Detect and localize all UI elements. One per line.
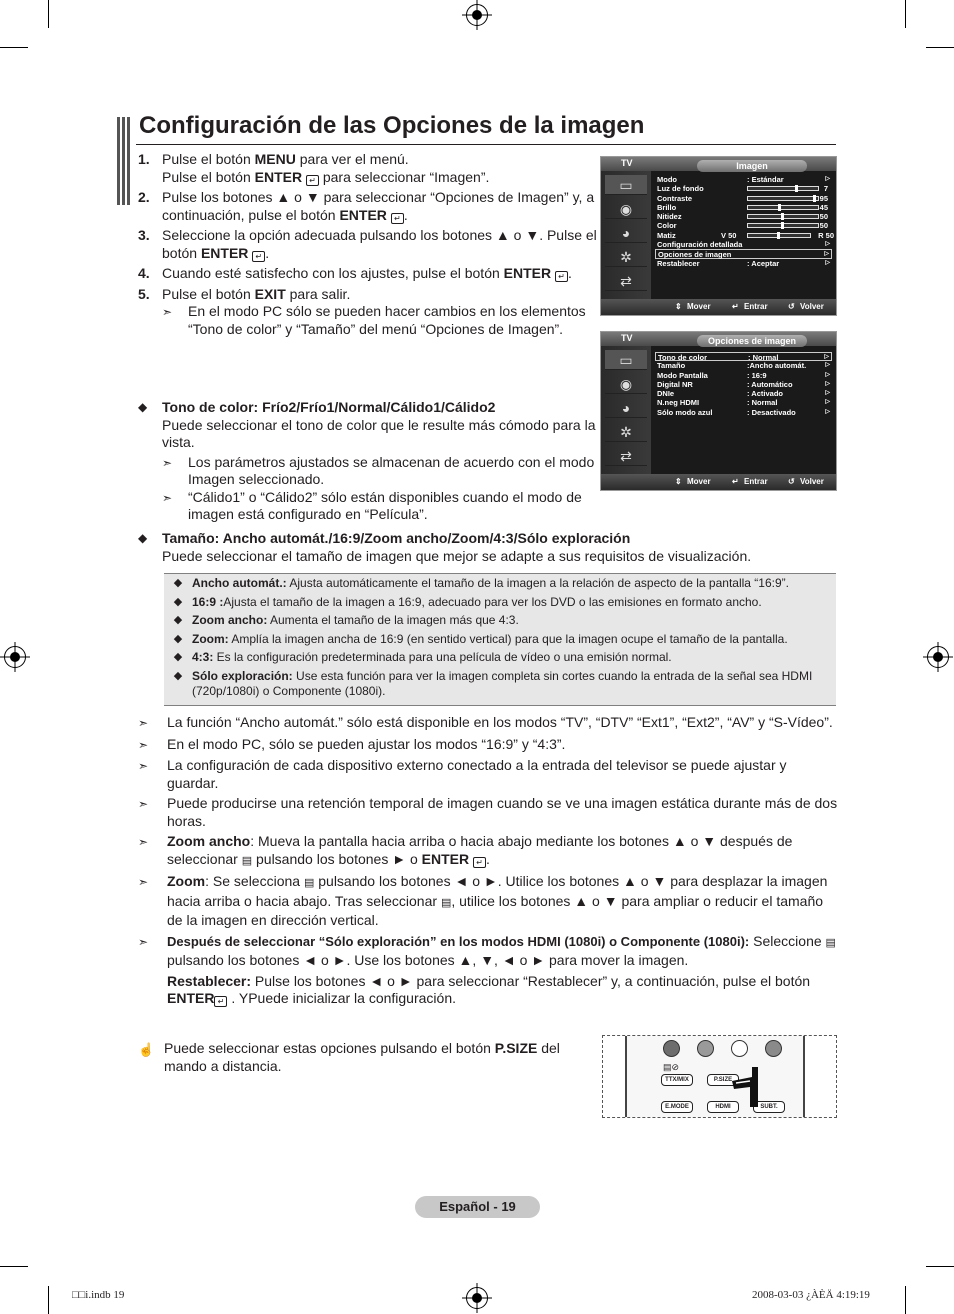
step-text: . xyxy=(265,244,270,261)
osd-row[interactable] xyxy=(655,259,832,268)
note xyxy=(162,489,598,524)
note-arrow-icon: ➣ xyxy=(138,759,149,773)
return-icon: ↺ xyxy=(788,302,795,311)
note xyxy=(138,873,838,930)
enter-key: ENTER xyxy=(167,990,215,1006)
slider-thumb xyxy=(781,222,784,229)
osd-row[interactable] xyxy=(655,221,832,230)
diamond-bullet-icon: ◆ xyxy=(173,614,183,626)
osd-row[interactable] xyxy=(655,203,832,212)
step-2 xyxy=(138,189,598,224)
registration-mark-icon xyxy=(927,646,949,668)
note-text: La función “Ancho automát.” sólo está disponible en los modos “TV”, “DTV” “Ext1”, “Ext2”, “AV” y “S-Vídeo”. xyxy=(167,714,833,730)
registration-mark-icon xyxy=(466,1287,488,1309)
enter-icon: ↵ xyxy=(555,271,568,282)
osd-row-selected[interactable] xyxy=(655,249,832,258)
color-button-yellow[interactable] xyxy=(731,1040,748,1057)
step-text: Pulse los botones ▲ o ▼ para seleccionar “Opciones de Imagen” y, a continuación, pulse el botón xyxy=(162,189,595,223)
osd-row-value: : Desactivado xyxy=(747,407,796,417)
step-text: para salir. xyxy=(285,285,351,302)
enter-key: ENTER xyxy=(254,168,303,185)
diamond-bullet-icon: ◆ xyxy=(173,669,183,682)
list-item xyxy=(164,632,836,648)
tamano-section xyxy=(138,530,838,565)
color-button-blue[interactable] xyxy=(765,1040,782,1057)
note xyxy=(138,833,838,870)
note-text: pulsando los botones ◄ o ►. Utilice los botones ▲ o ▼ para desplazar la imagen hacia arriba o hacia abajo. Tras seleccionar xyxy=(167,873,828,909)
title-divider xyxy=(136,144,836,145)
pointing-hand-icon xyxy=(730,1063,760,1113)
note-text: . xyxy=(485,850,490,867)
osd-row-label: Sólo modo azul xyxy=(657,407,713,417)
osd-footer-label: Mover xyxy=(687,302,711,311)
page-footer: Español - 19 xyxy=(415,1196,540,1218)
input-icon: ⇄ xyxy=(605,446,647,466)
note-text: Seleccione xyxy=(749,932,826,949)
note-arrow-icon: ➣ xyxy=(138,835,149,849)
chevron-right-icon: ▷ xyxy=(825,259,830,266)
note-text: pulsando los botones ◄ o ►. Use los botones ▲, ▼, ◄ o ► para mover la imagen. xyxy=(167,952,689,968)
osd-opciones-menu xyxy=(600,331,837,491)
note-text: : Mueva la pantalla hacia arriba o hacia abajo mediante los botones ▲ o ▼ después de seleccionar xyxy=(167,833,793,867)
emode-button[interactable]: E.MODE xyxy=(661,1101,693,1113)
osd-row-label: Tamaño xyxy=(657,361,686,371)
diamond-bullet-icon: ◆ xyxy=(173,632,183,645)
list-item xyxy=(164,613,836,629)
list-item xyxy=(164,595,836,611)
step-4 xyxy=(138,265,598,283)
list-item xyxy=(164,650,836,666)
osd-row-label: Nitidez xyxy=(657,212,682,222)
step-1 xyxy=(138,151,598,186)
color-button-red[interactable] xyxy=(663,1040,680,1057)
note xyxy=(162,303,598,338)
note-text: Puede seleccionar estas opciones pulsando el botón xyxy=(164,1040,495,1056)
osd-slider xyxy=(747,214,819,219)
menu-key: MENU xyxy=(254,151,296,167)
osd-row-label: Matiz xyxy=(657,230,676,240)
note-text: Puede producirse una retención temporal de imagen cuando se ve una imagen estática durante más de dos horas. xyxy=(167,795,838,829)
osd-sidebar xyxy=(601,171,651,299)
channel-icon: ◕ xyxy=(605,223,647,243)
note-key: Restablecer: xyxy=(167,972,252,989)
step-text: para ver el menú. xyxy=(295,151,409,167)
note-text: . YPuede inicializar la configuración. xyxy=(227,990,456,1006)
osd-menu-list xyxy=(655,175,832,268)
osd-row-value: : Normal xyxy=(747,398,778,408)
section-heading: Tamaño: Ancho automát./16:9/Zoom ancho/Zoom/4:3/Sólo exploración xyxy=(162,530,631,546)
note xyxy=(138,795,838,830)
chevron-right-icon: ▷ xyxy=(825,380,830,387)
osd-row-value: : 16:9 xyxy=(747,370,767,380)
step-text: . xyxy=(568,265,572,281)
step-text: Pulse el botón xyxy=(162,151,255,167)
step-text: Seleccione la opción adecuada pulsando los botones ▲ o ▼. Pulse el botón xyxy=(162,227,597,261)
enter-icon: ↵ xyxy=(732,302,739,311)
enter-key: ENTER xyxy=(503,265,552,281)
note-arrow-icon: ➣ xyxy=(162,455,173,470)
osd-row-label: Color xyxy=(657,221,677,231)
enter-icon: ↵ xyxy=(473,857,486,868)
osd-row[interactable] xyxy=(655,231,832,240)
chevron-right-icon: ▷ xyxy=(825,390,830,397)
psize-note xyxy=(138,1040,588,1075)
page-title: Configuración de las Opciones de la imagen xyxy=(139,112,645,139)
slider-thumb xyxy=(781,213,784,220)
osd-slider xyxy=(747,223,819,228)
osd-row-value: 45 xyxy=(819,202,828,212)
osd-source-label: TV xyxy=(621,333,633,343)
note-text: pulsando los botones ► o xyxy=(252,850,422,867)
osd-row-value: V 50 xyxy=(721,230,737,240)
osd-row-value: 95 xyxy=(819,193,828,203)
osd-row-label: DNIe xyxy=(657,389,675,399)
step-text: Cuando esté satisfecho con los ajustes, pulse el botón xyxy=(162,265,504,281)
list-item xyxy=(164,576,836,592)
osd-row[interactable] xyxy=(655,408,832,417)
item-key: Sólo exploración: xyxy=(192,668,293,683)
osd-menu-list xyxy=(655,352,832,417)
note-arrow-icon: ➣ xyxy=(138,737,149,752)
osd-slider xyxy=(747,186,819,191)
osd-row-label: N.neg HDMI xyxy=(657,398,700,408)
enter-key: ENTER xyxy=(339,206,387,223)
step-text: Pulse el botón xyxy=(162,285,255,302)
step-text: para seleccionar “Imagen”. xyxy=(318,168,490,185)
osd-row-label: Modo Pantalla xyxy=(657,370,708,380)
screen-mode-icon: ▤ xyxy=(440,896,452,909)
exit-key: EXIT xyxy=(254,285,286,302)
hdmi-button[interactable]: HDMI xyxy=(707,1101,739,1113)
osd-row[interactable] xyxy=(655,371,832,380)
osd-row-label: Opciones de imagen xyxy=(658,250,732,260)
input-icon: ⇄ xyxy=(605,271,647,291)
osd-footer-label: Entrar xyxy=(744,477,768,486)
note-text: del mando a distancia. xyxy=(164,1040,560,1074)
note-arrow-icon: ➣ xyxy=(162,305,173,319)
color-button-green[interactable] xyxy=(697,1040,714,1057)
steps-list xyxy=(138,151,598,341)
step-5 xyxy=(138,286,598,339)
osd-row[interactable] xyxy=(655,361,832,370)
enter-icon: ↵ xyxy=(391,213,404,224)
osd-row-label: Tono de color xyxy=(658,353,708,362)
note-text: Pulse los botones ◄ o ► para seleccionar “Restablecer” y, a continuación, pulse el botón xyxy=(251,972,811,989)
chevron-right-icon: ▷ xyxy=(825,408,830,415)
chevron-right-icon: ▷ xyxy=(824,251,829,258)
size-options-box xyxy=(164,573,836,706)
remote-body xyxy=(625,1035,805,1118)
slider-thumb xyxy=(795,185,798,192)
osd-footer xyxy=(601,474,836,490)
note xyxy=(138,757,838,792)
print-file-info: □□i.indb 19 xyxy=(72,1289,125,1301)
enter-icon: ↵ xyxy=(252,251,265,262)
osd-row[interactable] xyxy=(655,380,832,389)
slider-thumb xyxy=(778,204,781,211)
osd-footer-label: Volver xyxy=(800,302,824,311)
section-description: Puede seleccionar el tamaño de imagen que mejor se adapte a sus requisitos de visualización. xyxy=(162,547,752,564)
osd-row[interactable] xyxy=(655,184,832,193)
osd-source-label: TV xyxy=(621,158,633,168)
setup-icon: ✲ xyxy=(605,422,647,442)
note-text: Los parámetros ajustados se almacenan de acuerdo con el modo Imagen seleccionado. xyxy=(188,453,595,487)
enter-icon: ↵ xyxy=(214,996,227,1007)
diamond-bullet-icon: ◆ xyxy=(173,651,183,663)
osd-footer-label: Mover xyxy=(687,477,711,486)
item-key: Ancho automát.: xyxy=(192,576,287,590)
psize-key: P.SIZE xyxy=(494,1040,538,1056)
note-text: La configuración de cada dispositivo externo conectado a la entrada del televisor se puede ajustar y guardar. xyxy=(167,757,787,791)
item-text: Use esta función para ver la imagen completa sin cortes cuando la entrada de la señal sea HDMI (720p/1080i) o Componente (1080i). xyxy=(192,668,813,698)
note-key: Después de seleccionar “Sólo exploración” en los modos HDMI (1080i) o Componente (1080i): xyxy=(167,933,750,949)
enter-key: ENTER xyxy=(200,244,249,261)
item-text: Es la configuración predeterminada para una película de vídeo o una emisión normal. xyxy=(213,650,672,664)
diamond-bullet-icon: ◆ xyxy=(173,577,183,589)
step-text: Pulse el botón xyxy=(162,168,255,185)
slider-thumb xyxy=(813,195,816,202)
chevron-right-icon: ▷ xyxy=(825,176,830,182)
osd-row-value: : Automático xyxy=(747,379,793,389)
step-number: 3. xyxy=(138,227,150,243)
diamond-bullet-icon: ◆ xyxy=(138,400,148,414)
item-key: Zoom: xyxy=(192,631,229,646)
item-text: Amplía la imagen ancha de 16:9 (en sentido vertical) para que la imagen ocupe el tamaño de la pantalla. xyxy=(228,631,788,646)
print-timestamp: 2008-03-03 ¿ÀÈÄ 4:19:19 xyxy=(752,1289,870,1301)
osd-row-value: : Normal xyxy=(748,353,779,362)
note-text: : Se selecciona xyxy=(205,873,304,889)
osd-header: Imagen xyxy=(697,160,807,172)
diamond-bullet-icon: ◆ xyxy=(138,531,148,545)
osd-row-value: 50 xyxy=(819,212,828,222)
osd-row-label: Restablecer xyxy=(657,258,700,268)
tono-section xyxy=(138,399,598,524)
osd-row-selected[interactable] xyxy=(655,352,832,361)
osd-slider xyxy=(747,205,819,210)
setup-icon: ✲ xyxy=(605,247,647,267)
osd-header: Opciones de imagen xyxy=(697,335,807,347)
chevron-right-icon: ▷ xyxy=(825,362,830,369)
note-arrow-icon: ➣ xyxy=(138,934,149,949)
osd-row-label: Brillo xyxy=(657,202,677,212)
osd-row-label: Modo xyxy=(657,175,677,184)
osd-row[interactable] xyxy=(655,212,832,221)
picture-icon: ▭ xyxy=(605,175,647,195)
screen-mode-icon: ▤ xyxy=(303,877,315,889)
note xyxy=(138,714,838,733)
osd-row-label: Contraste xyxy=(657,193,693,203)
osd-footer-label: Volver xyxy=(800,477,824,486)
enter-key: ENTER xyxy=(421,850,470,867)
osd-footer-label: Entrar xyxy=(744,302,768,311)
osd-row-value: : Activado xyxy=(747,389,783,399)
ttx-mix-button[interactable]: TTX/MIX xyxy=(661,1074,693,1086)
slider-thumb xyxy=(777,232,780,239)
note-arrow-icon: ➣ xyxy=(138,797,149,811)
diamond-bullet-icon: ◆ xyxy=(173,595,183,608)
enter-icon: ↵ xyxy=(732,477,739,486)
title-decoration xyxy=(117,117,131,205)
item-key: 4:3: xyxy=(192,650,214,664)
psize-button[interactable]: P.SIZE xyxy=(707,1074,739,1086)
remote-illustration xyxy=(602,1035,837,1118)
step-number: 2. xyxy=(138,189,150,205)
osd-row-value: R 50 xyxy=(818,230,834,240)
osd-row[interactable] xyxy=(655,194,832,203)
osd-row[interactable] xyxy=(655,389,832,398)
chevron-right-icon: ▷ xyxy=(825,241,830,248)
remote-hint-icon: ☝ xyxy=(138,1042,155,1057)
registration-mark-icon xyxy=(466,4,488,26)
notes-list xyxy=(138,714,838,1011)
osd-row-value: 50 xyxy=(819,221,828,231)
item-text: Ajusta el tamaño de la imagen a 16:9, adecuado para ver los DVD o las emisiones en formato ancho. xyxy=(223,594,762,609)
move-icon: ⇕ xyxy=(675,302,682,311)
note xyxy=(162,454,598,489)
note-arrow-icon: ➣ xyxy=(138,875,149,889)
sound-icon: ◉ xyxy=(605,374,647,394)
step-number: 1. xyxy=(138,151,150,167)
osd-sidebar xyxy=(601,346,651,474)
osd-row-value: 7 xyxy=(823,184,828,194)
picture-icon: ▭ xyxy=(605,350,647,370)
note-text: En el modo PC, sólo se pueden ajustar los modos “16:9” y “4:3”. xyxy=(167,735,566,752)
osd-row[interactable] xyxy=(655,398,832,407)
step-text: . xyxy=(403,206,408,223)
osd-row-label: Luz de fondo xyxy=(657,184,704,194)
screen-mode-icon: ▤ xyxy=(825,936,836,949)
channel-icon: ◕ xyxy=(605,398,647,418)
move-icon: ⇕ xyxy=(675,477,682,486)
osd-row-value: : Aceptar xyxy=(747,258,780,268)
sound-icon: ◉ xyxy=(605,199,647,219)
screen-mode-icon: ▤ xyxy=(241,854,253,867)
note xyxy=(138,933,838,970)
osd-slider xyxy=(747,196,819,201)
note-key: Zoom xyxy=(167,873,206,889)
osd-row-value: : Estándar xyxy=(747,175,784,184)
osd-row-value: :Ancho automát. xyxy=(747,361,807,371)
note xyxy=(138,973,838,1008)
item-text: Ajusta automáticamente el tamaño de la imagen a la relación de aspecto de la pantalla “16:9”. xyxy=(286,576,789,590)
note-text: “Cálido1” o “Cálido2” sólo están disponibles cuando el modo de imagen está configurado en “Película”. xyxy=(188,488,582,522)
osd-row[interactable] xyxy=(655,240,832,249)
note-text: En el modo PC sólo se pueden hacer cambios en los elementos “Tono de color” y “Tamaño” del menú “Opciones de Imagen”. xyxy=(188,303,586,337)
spacer xyxy=(138,973,167,1008)
note-text: , utilice los botones ▲ o ▼ para ampliar o reducir el tamaño de la imagen en dirección vertical. xyxy=(167,892,824,928)
return-icon: ↺ xyxy=(788,477,795,486)
step-number: 5. xyxy=(138,285,150,302)
item-key: 16:9 : xyxy=(192,594,224,609)
teletext-icon: ▤⊘ xyxy=(663,1062,680,1072)
note xyxy=(138,736,838,755)
registration-mark-icon xyxy=(4,646,26,668)
osd-slider xyxy=(747,233,811,238)
step-number: 4. xyxy=(138,265,150,281)
note-key: Zoom ancho xyxy=(167,833,251,849)
note-arrow-icon: ➣ xyxy=(138,716,149,730)
osd-footer xyxy=(601,299,836,315)
item-text: Aumenta el tamaño de la imagen más que 4:3. xyxy=(267,613,519,627)
chevron-right-icon: ▷ xyxy=(824,354,829,360)
list-item xyxy=(164,669,836,700)
chevron-right-icon: ▷ xyxy=(825,371,830,378)
chevron-right-icon: ▷ xyxy=(825,399,830,406)
osd-imagen-menu xyxy=(600,156,837,316)
section-heading: Tono de color: Frío2/Frío1/Normal/Cálido1/Cálido2 xyxy=(162,399,496,415)
subt-button[interactable]: SUBT. xyxy=(753,1101,785,1113)
section-description: Puede seleccionar el tono de color que le resulte más cómodo para la vista. xyxy=(162,416,596,450)
item-key: Zoom ancho: xyxy=(192,613,268,627)
step-3 xyxy=(138,227,598,262)
enter-icon: ↵ xyxy=(306,175,319,186)
osd-row-label: Configuración detallada xyxy=(657,240,743,250)
osd-row-label: Digital NR xyxy=(657,379,693,389)
note-arrow-icon: ➣ xyxy=(162,490,173,505)
osd-row[interactable] xyxy=(655,175,832,184)
